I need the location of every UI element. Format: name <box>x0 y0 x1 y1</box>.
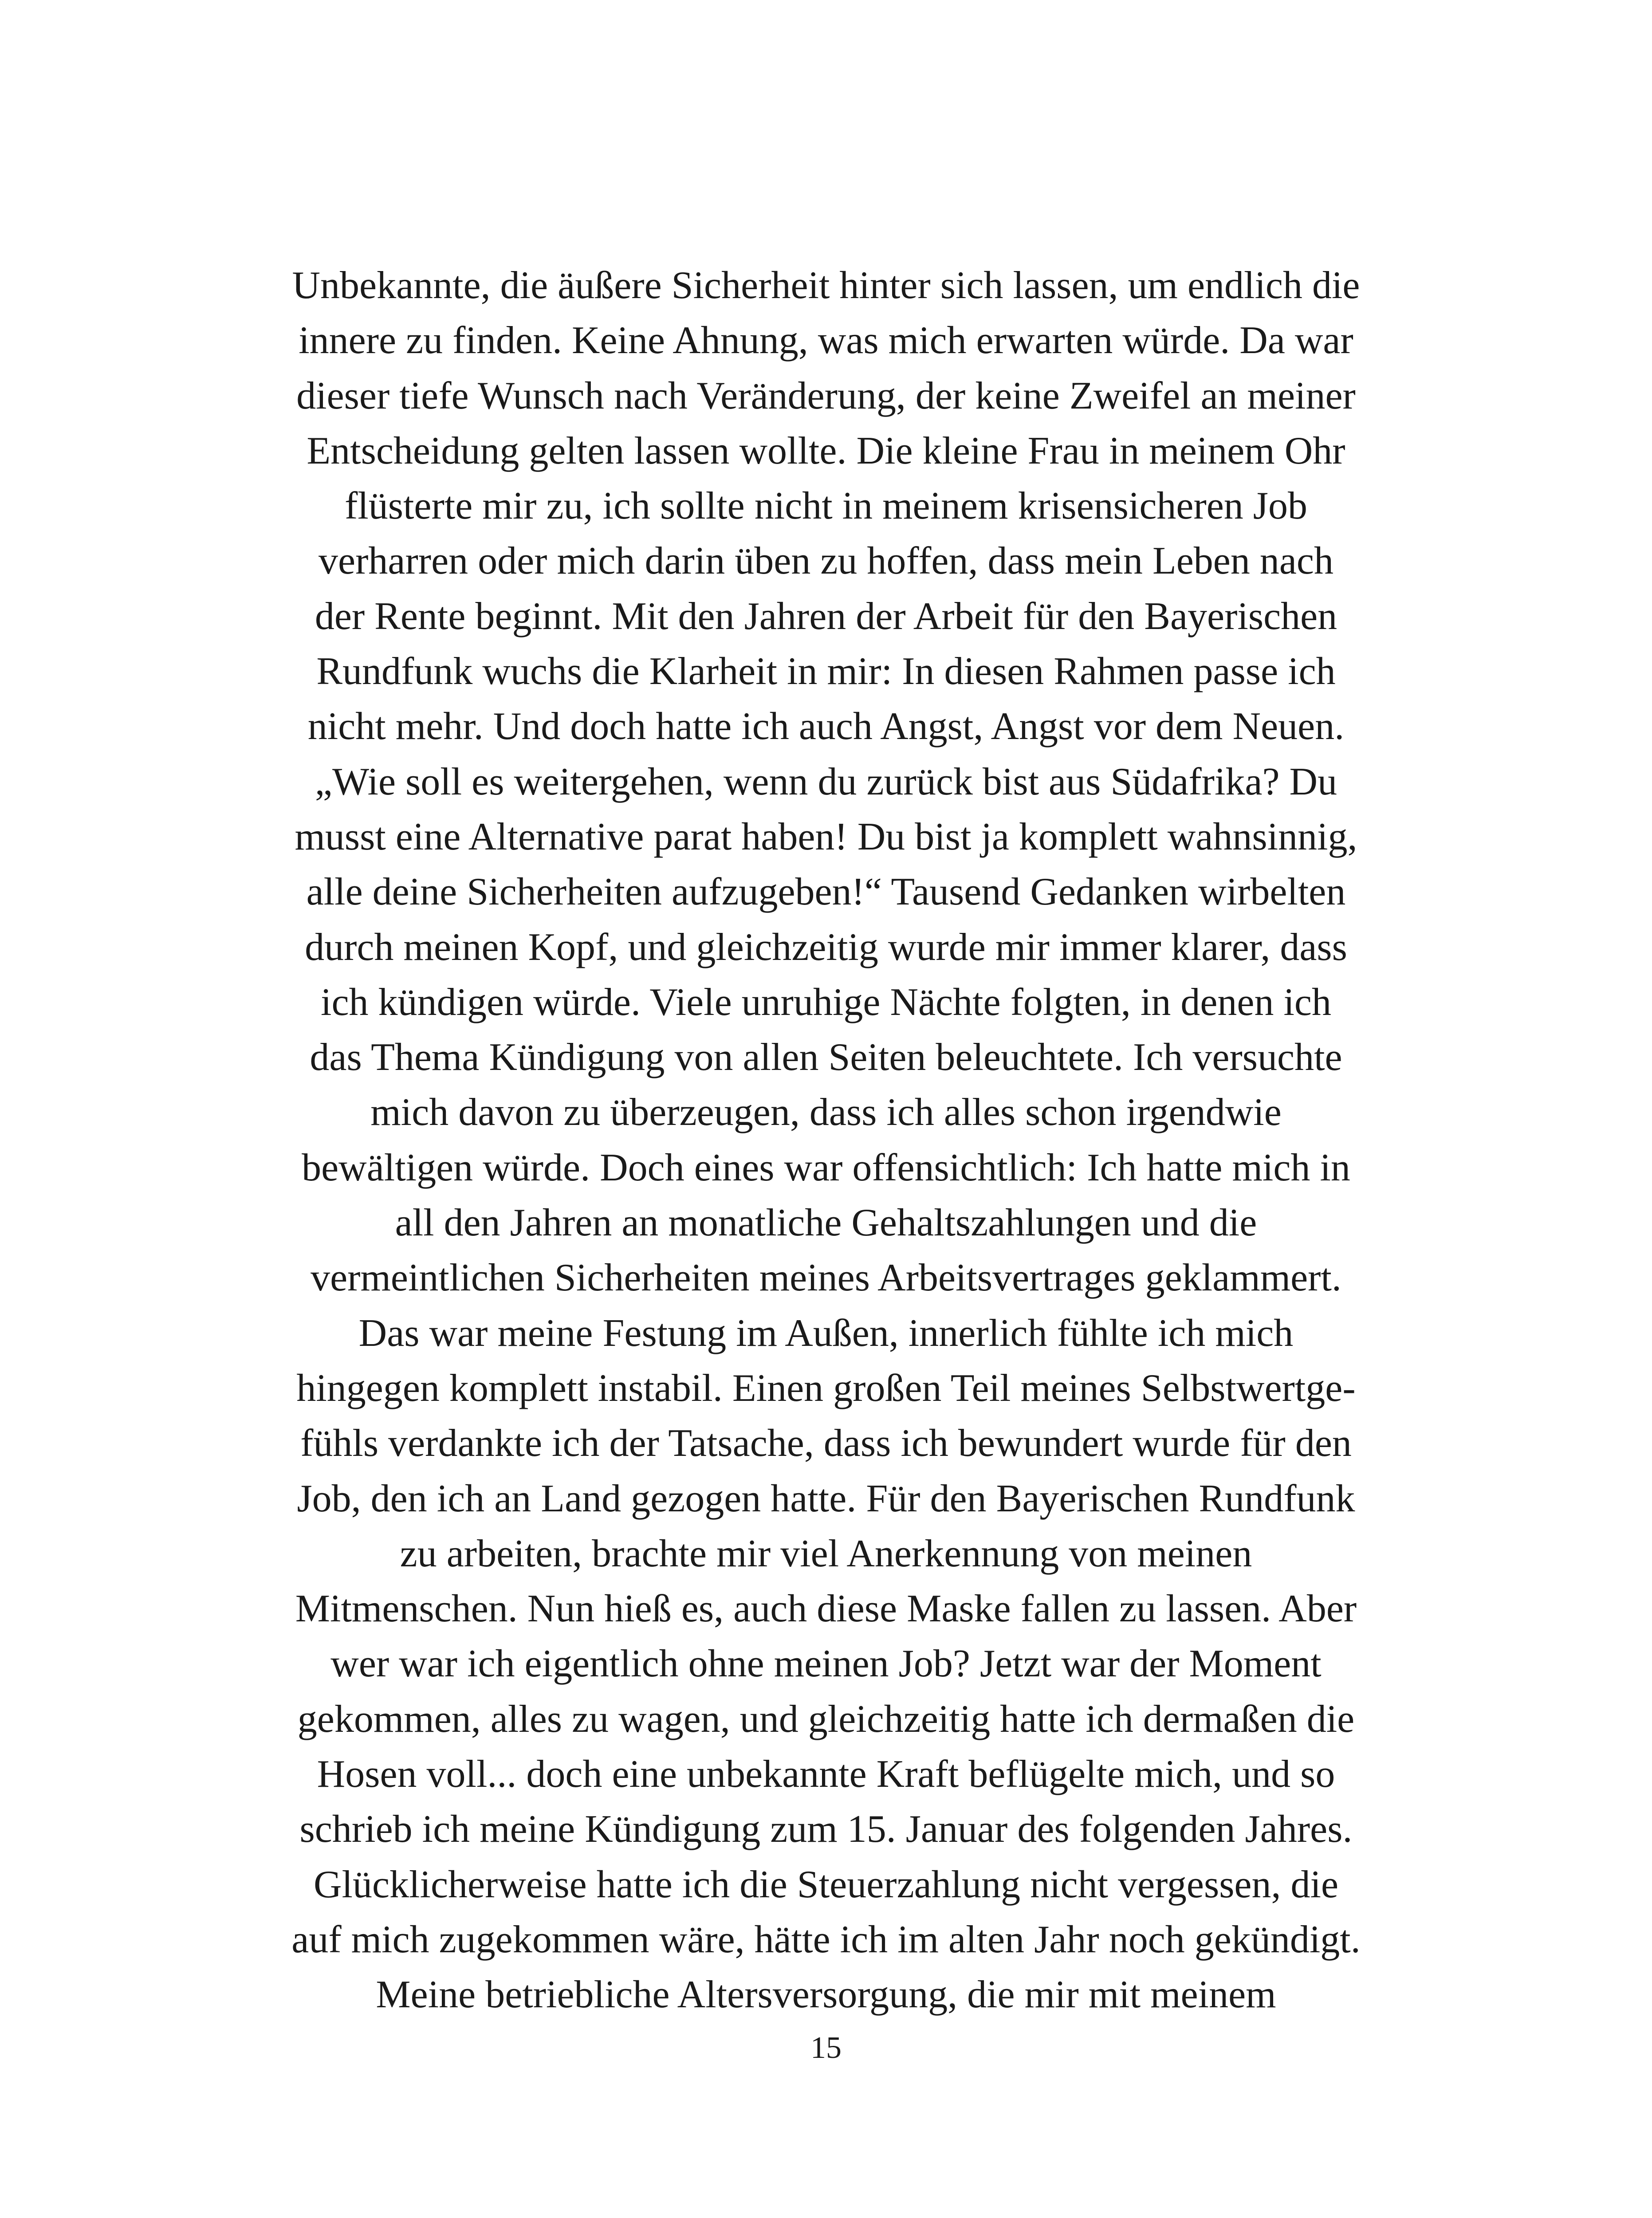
text-line: bewältigen würde. Doch eines war offensichtlich: Ich hatte mich in <box>302 1146 1350 1189</box>
text-line: Das war meine Festung im Außen, innerlich fühlte ich mich <box>358 1311 1294 1355</box>
text-line: flüsterte mir zu, ich sollte nicht in meinem krisensicheren Job <box>344 484 1308 528</box>
text-line: nicht mehr. Und doch hatte ich auch Angst, Angst vor dem Neuen. <box>307 705 1345 748</box>
text-line: all den Jahren an monatliche Gehaltszahlungen und die <box>395 1201 1257 1245</box>
text-line: Rundfunk wuchs die Klarheit in mir: In diesen Rahmen passe ich <box>316 650 1336 693</box>
text-line: verharren oder mich darin üben zu hoffen, dass mein Leben nach <box>319 539 1333 583</box>
text-line: auf mich zugekommen wäre, hätte ich im alten Jahr noch gekündigt. <box>291 1918 1361 1961</box>
body-text <box>169 258 1483 2023</box>
text-line: Unbekannte, die äußere Sicherheit hinter sich lassen, um endlich die <box>292 264 1360 307</box>
text-line: mich davon zu überzeugen, dass ich alles schon irgendwie <box>370 1091 1282 1134</box>
text-line: vermeintlichen Sicherheiten meines Arbeitsvertrages geklammert. <box>311 1256 1341 1300</box>
text-line: Glücklicherweise hatte ich die Steuerzahlung nicht vergessen, die <box>314 1863 1338 1906</box>
text-line: das Thema Kündigung von allen Seiten beleuchtete. Ich versuchte <box>310 1036 1342 1079</box>
text-line: durch meinen Kopf, und gleichzeitig wurde mir immer klarer, dass <box>305 925 1347 969</box>
text-line: „Wie soll es weitergehen, wenn du zurück bist aus Südafrika? Du <box>315 760 1337 803</box>
text-line: innere zu finden. Keine Ahnung, was mich erwarten würde. Da war <box>299 319 1353 362</box>
text-line: Entscheidung gelten lassen wollte. Die kleine Frau in meinem Ohr <box>307 429 1345 472</box>
text-line: dieser tiefe Wunsch nach Veränderung, der keine Zweifel an meiner <box>296 374 1356 417</box>
page-number: 15 <box>810 2031 842 2065</box>
text-line: zu arbeiten, brachte mir viel Anerkennung von meinen <box>400 1532 1252 1575</box>
text-line: fühls verdankte ich der Tatsache, dass ich bewundert wurde für den <box>300 1422 1352 1465</box>
text-line: Meine betriebliche Altersversorgung, die mir mit meinem <box>376 1973 1276 2017</box>
text-line: gekommen, alles zu wagen, und gleichzeitig hatte ich dermaßen die <box>297 1697 1355 1741</box>
text-line: musst eine Alternative parat haben! Du bist ja komplett wahnsinnig, <box>295 815 1357 858</box>
text-line: Mitmenschen. Nun hieß es, auch diese Maske fallen zu lassen. Aber <box>295 1587 1357 1631</box>
text-line: Job, den ich an Land gezogen hatte. Für den Bayerischen Rundfunk <box>297 1477 1355 1520</box>
text-line: hingegen komplett instabil. Einen großen Teil meines Selbstwertge- <box>296 1366 1356 1410</box>
text-line: wer war ich eigentlich ohne meinen Job? Jetzt war der Moment <box>330 1642 1322 1686</box>
text-line: Hosen voll... doch eine unbekannte Kraft beflügelte mich, und so <box>317 1753 1335 1796</box>
text-line: ich kündigen würde. Viele unruhige Nächte folgten, in denen ich <box>321 980 1331 1024</box>
text-line: schrieb ich meine Kündigung zum 15. Januar des folgenden Jahres. <box>299 1808 1353 1851</box>
text-line: der Rente beginnt. Mit den Jahren der Arbeit für den Bayerischen <box>315 594 1337 638</box>
text-line: alle deine Sicherheiten aufzugeben!“ Tausend Gedanken wirbelten <box>306 870 1346 914</box>
